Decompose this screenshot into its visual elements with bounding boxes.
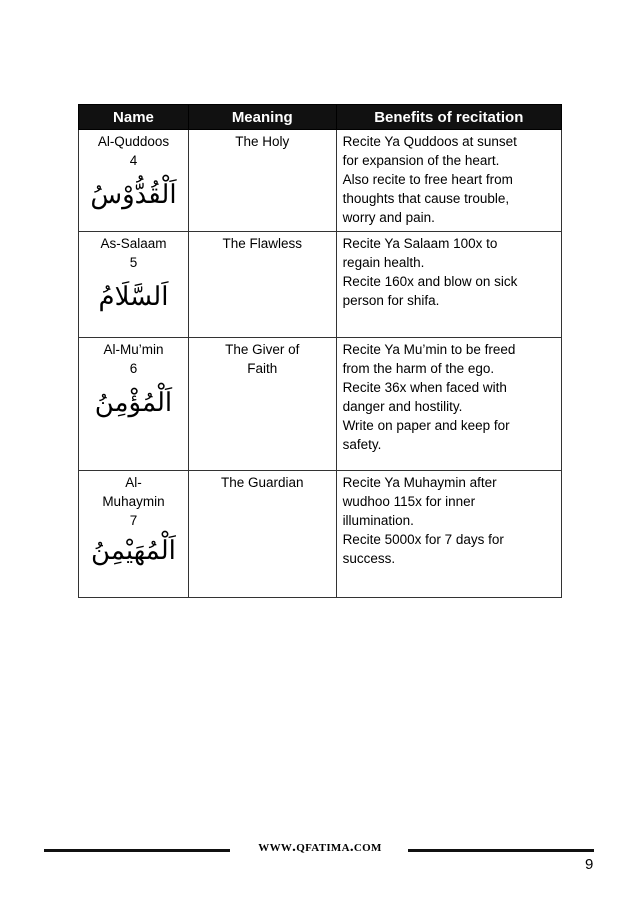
- benefit-line: Recite 160x and blow on sick: [342, 274, 518, 289]
- meaning-text: The Giver of: [225, 342, 300, 357]
- benefit-line: person for shifa.: [342, 293, 440, 308]
- meaning-cell: [188, 471, 336, 598]
- name-cell: [79, 232, 189, 338]
- table-row: [79, 338, 562, 471]
- name-number: 6: [129, 361, 138, 376]
- benefit-line: Recite Ya Quddoos at sunset: [342, 134, 517, 149]
- benefit-line: Write on paper and keep for: [342, 418, 510, 433]
- benefit-line: Recite Ya Mu’min to be freed: [342, 342, 516, 357]
- header-benefits: Benefits of recitation: [336, 105, 561, 130]
- benefit-line: from the harm of the ego.: [342, 361, 495, 376]
- benefit-line: Recite 36x when faced with: [342, 380, 507, 395]
- table-row: [79, 130, 562, 232]
- benefits-cell: [336, 338, 561, 471]
- benefit-line: safety.: [342, 437, 382, 452]
- benefit-line: Also recite to free heart from: [342, 172, 513, 187]
- name-number: 4: [129, 153, 138, 168]
- benefit-line: for expansion of the heart.: [342, 153, 500, 168]
- name-text: Al-Mu’min: [103, 342, 164, 357]
- name-text: As-Salaam: [100, 236, 167, 251]
- meaning-text: The Guardian: [220, 475, 304, 490]
- benefit-line: danger and hostility.: [342, 399, 463, 414]
- header-name: Name: [79, 105, 189, 130]
- meaning-text: The Flawless: [222, 236, 302, 251]
- header-meaning: Meaning: [188, 105, 336, 130]
- table-row: [79, 471, 562, 598]
- name-cell: [79, 471, 189, 598]
- benefit-line: Recite Ya Salaam 100x to: [342, 236, 498, 251]
- benefits-cell: [336, 232, 561, 338]
- benefit-line: Recite Ya Muhaymin after: [342, 475, 497, 490]
- footer-rule-left: [44, 849, 230, 852]
- footer-rule-right: [408, 849, 594, 852]
- benefit-line: worry and pain.: [342, 210, 435, 225]
- arabic-name: اَلْقُدُّوْسُ: [90, 180, 177, 210]
- meaning-cell: [188, 130, 336, 232]
- table-header-row: [79, 105, 562, 130]
- benefit-line: wudhoo 115x for inner: [342, 494, 476, 509]
- benefit-line: thoughts that cause trouble,: [342, 191, 510, 206]
- names-table: [78, 104, 562, 598]
- name-text: Al-: [125, 475, 142, 490]
- meaning-cell: [188, 338, 336, 471]
- name-text: Al-Quddoos: [97, 134, 170, 149]
- meaning-cell: [188, 232, 336, 338]
- benefit-line: regain health.: [342, 255, 425, 270]
- name-cell: [79, 338, 189, 471]
- arabic-name: اَلْمُؤْمِنُ: [94, 388, 173, 418]
- benefit-line: success.: [342, 551, 396, 566]
- name-number: 5: [129, 255, 138, 270]
- name-cell: [79, 130, 189, 232]
- meaning-text: Faith: [247, 361, 278, 376]
- page-number: 9: [585, 856, 594, 873]
- arabic-name: اَلْمُهَيْمِنُ: [91, 536, 176, 566]
- benefits-cell: [336, 471, 561, 598]
- benefit-line: Recite 5000x for 7 days for: [342, 532, 504, 547]
- benefits-cell: [336, 130, 561, 232]
- arabic-name: اَلسَّلَامُ: [98, 282, 169, 312]
- meaning-text: The Holy: [235, 134, 290, 149]
- table-row: [79, 232, 562, 338]
- name-text: Muhaymin: [102, 494, 165, 509]
- footer-website[interactable]: www.qfatima.com: [258, 839, 382, 855]
- benefit-line: illumination.: [342, 513, 414, 528]
- name-number: 7: [129, 513, 138, 528]
